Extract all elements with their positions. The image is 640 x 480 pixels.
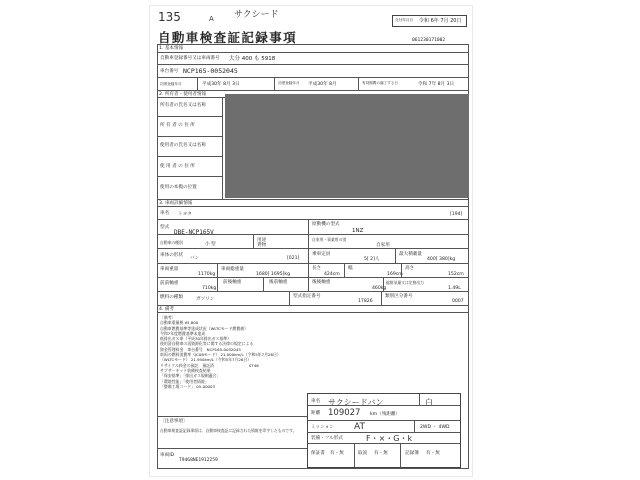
base-location-label: 使用の本拠の位置	[160, 185, 197, 190]
capacity-label: 乗車定員	[312, 252, 331, 257]
body-value: バン	[190, 256, 200, 261]
remark-line: 〔備考〕	[160, 315, 176, 320]
stamp-drive-label: 2WD ・ 4WD	[420, 425, 450, 430]
height-value: 152cm	[448, 272, 464, 277]
vehicle-id-value: T9468NE1912259	[179, 458, 218, 463]
width-label: 幅	[348, 266, 353, 271]
remark-line: 低排出ガス車（平成30年排出ガス基準）	[160, 336, 232, 342]
weight-value: 1170kg	[198, 272, 216, 277]
document-sheet	[150, 6, 472, 476]
private-label: 自家用・事業用の別	[312, 237, 347, 242]
stamp-options-label: 装備・フル形式	[311, 436, 343, 441]
length-label: 長さ	[312, 266, 322, 271]
remark-line: 使用済自動車の再資源化等に関する法律の規定による	[160, 341, 254, 347]
user-address-label: 使 用 者 の 住 所	[160, 164, 195, 169]
use-label: 用途	[257, 238, 267, 243]
remark-line: 資金管理料金 車台番号 NCP165-0052045	[160, 346, 241, 352]
front-axle-label: 前前軸重	[160, 281, 179, 286]
reg-year-value: 平成30年 8月	[308, 82, 337, 87]
engine-value: 1NZ	[352, 228, 364, 234]
stamp-vehicle-value: サクシードバン	[328, 398, 384, 407]
chassis-value: NCP165-0052045	[183, 67, 238, 75]
remark-line: 自動車燃費基準等達成状況（WLTCモード燃費値）	[160, 325, 248, 331]
section2-header: 2. 所有者・使用者情報	[159, 92, 207, 97]
issue-date-box	[392, 15, 467, 27]
serial-number: 061230171002	[412, 38, 446, 43]
model-label: 型式	[160, 225, 170, 230]
weight-label: 車両重量	[160, 267, 179, 272]
class-num-value: 0007	[452, 299, 464, 304]
rear-rear-value: 460kg	[372, 286, 387, 291]
model-value: DBE-NCP165V	[174, 229, 214, 236]
first-reg-label: 初度登録年月	[160, 82, 182, 86]
remarks-list	[160, 315, 281, 389]
fuel-label: 燃料の種類	[160, 295, 183, 300]
displacement-label: 総排気量又は定格出力	[386, 280, 424, 285]
displacement-value: 1.49L	[448, 286, 461, 291]
rear-front-label: 後前軸重	[269, 280, 288, 285]
manual-label: 取説	[358, 451, 368, 456]
stamp-mission-label: ミッション	[311, 425, 334, 430]
issue-date-label: 交付年月日	[395, 18, 413, 22]
maker-code: [194]	[450, 212, 463, 217]
maxload-value: 400[ 380]kg	[427, 257, 456, 262]
engine-label: 原動機の型式	[312, 222, 340, 227]
body-label: 車体の形状	[160, 253, 183, 258]
capacity-value: 5[ 2]人	[364, 257, 380, 262]
manual-choice: 有・無	[374, 451, 388, 456]
type-value: 小 型	[205, 242, 216, 247]
remark-line: 車両の燃料消費率（JC08モード） 21.000km/L（令和5年7月26日）	[160, 352, 281, 358]
stamp-distance-label: 距離	[311, 411, 321, 416]
stamp-options-value: F・×・G・k	[366, 434, 413, 443]
record-book-choice: 有・無	[426, 451, 440, 456]
handwritten-number: 135	[158, 10, 181, 24]
record-book-label: 記録簿	[405, 451, 419, 456]
owner-address-label: 所 有 者 の 住 所	[160, 123, 195, 128]
notice-header: 〔注意事項〕	[160, 419, 188, 424]
handwritten-grade: A	[209, 15, 214, 23]
redacted-owner-info	[225, 94, 469, 198]
type-num-value: 17826	[358, 299, 373, 304]
remark-line: 令和7年度燃費基準未達成	[160, 330, 206, 336]
reg-label: 自動車登録番号又は車両番号	[160, 56, 220, 61]
use-value: 貨物	[257, 243, 267, 248]
class-num-label: 類別区分番号	[385, 294, 413, 299]
type-num-label: 型式指定番号	[293, 294, 321, 299]
maker-label: 車名	[160, 211, 170, 216]
stamp-mission-value: AT	[354, 422, 365, 432]
stamp-vehicle-label: 車名	[311, 399, 321, 404]
maker-value: トヨタ	[178, 212, 192, 217]
gross-value: 1680[ 1695]kg	[256, 272, 291, 277]
issue-date-value: 令和 6年 7月 20日	[419, 18, 462, 24]
remark-line: 「整備工場コード」 05-00003	[160, 383, 215, 389]
width-value: 169cm	[387, 272, 403, 277]
fuel-value: ガソリン	[196, 297, 215, 302]
rear-rear-label: 後後軸重	[312, 280, 331, 285]
expiry-value: 令和 7年 8月 3日	[418, 82, 455, 87]
vehicle-id-label: 車両ID	[160, 453, 175, 458]
private-value: 自家用	[376, 243, 390, 248]
handwritten-name: サクシード	[234, 10, 279, 20]
warranty-label: 保証書	[311, 451, 325, 456]
front-axle-value: 710kg	[202, 286, 217, 291]
maxload-label: 最大積載量	[399, 252, 422, 257]
section3-header: 3. 車両詳細情報	[159, 201, 193, 206]
owner-name-label: 所有者の氏名又は名称	[160, 103, 206, 108]
remark-line: サブサーキット装備検査結果	[160, 367, 211, 373]
warranty-choice: 有・無	[330, 451, 344, 456]
user-name-label: 使用者の氏名又は名称	[160, 143, 206, 148]
body-code: [021]	[287, 256, 300, 261]
length-value: 424cm	[324, 272, 340, 277]
section1-header: 1. 基本情報	[159, 46, 184, 51]
front-rear-label: 前後軸重	[223, 280, 242, 285]
remark-line: 自動車重量税 ¥5,800	[160, 320, 199, 326]
height-label: 高さ	[405, 266, 415, 271]
stamp-color-value: 白	[425, 398, 433, 407]
remark-line: （WLTCモード） 21.950km/L（令和5年7月26日）	[160, 357, 252, 363]
chassis-label: 車台番号	[160, 69, 179, 74]
remark-line: リサイクル料金の預託 預託済 ST46	[160, 362, 259, 368]
expiry-label: 有効期間の満了する日	[362, 81, 398, 85]
dealer-stamp-box	[307, 393, 461, 468]
reg-year-label: 初度登録年月	[278, 81, 300, 85]
document-title: 自動車検査証記録事項	[158, 30, 298, 45]
reg-value: 大分 400 も 5918	[229, 56, 276, 62]
notice-text: 自動車検査証記録事項は、自動車検査証に記録された情報を印字したものです。	[160, 428, 297, 433]
gross-label: 車両総重量	[221, 267, 244, 272]
remark-line: 「保安基準」「排出ガス規制適合」	[160, 373, 221, 379]
first-reg-value: 平成30年 8月 3日	[202, 82, 240, 87]
section4-header: 4. 備考	[159, 307, 175, 312]
remark-line: 「環境性能」「使用者情報」	[160, 378, 209, 384]
stamp-distance-value: 109027	[328, 408, 361, 418]
type-label: 自動車の種別	[160, 240, 183, 245]
stamp-distance-unit: km（残距離）	[370, 412, 401, 417]
